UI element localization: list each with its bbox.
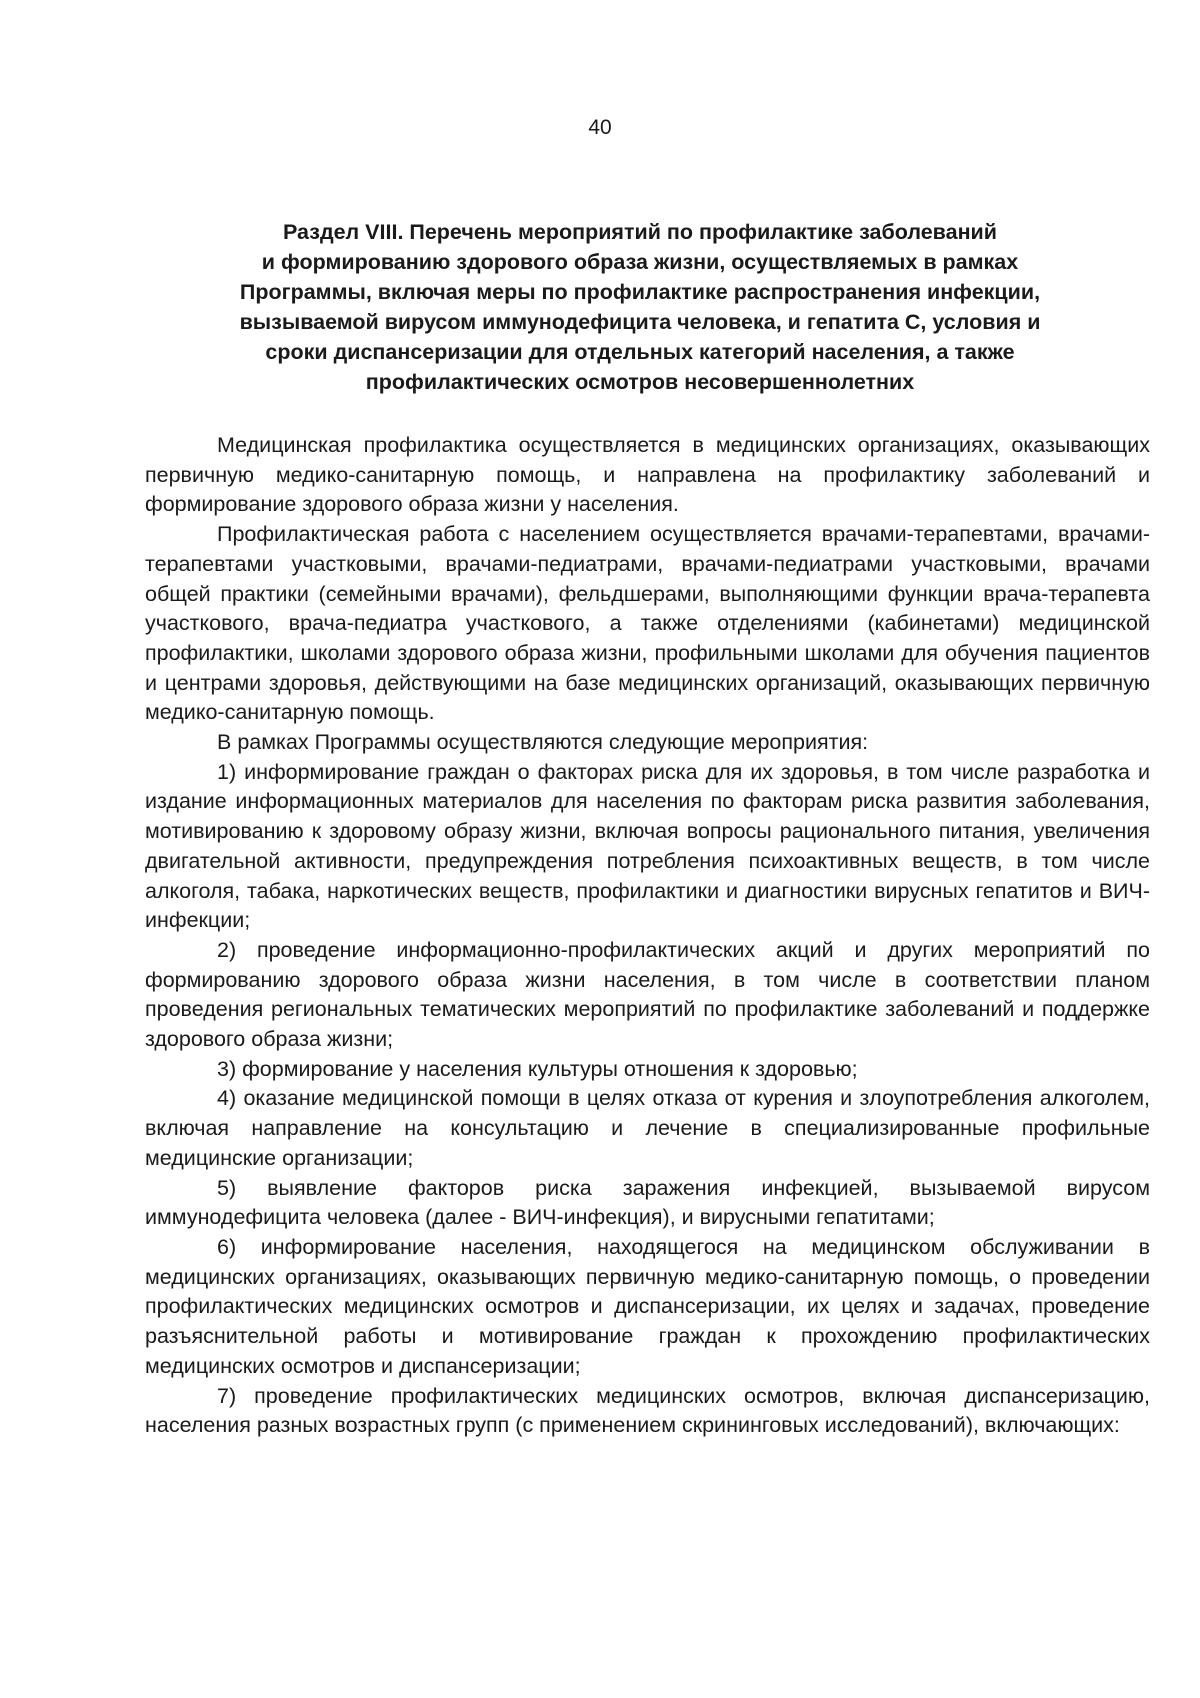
- heading-line: Раздел VIII. Перечень мероприятий по профилактике заболеваний: [282, 220, 997, 244]
- list-item-5: 5) выявление факторов риска заражения инфекцией, вызываемой вирусом иммунодефицита человека (далее - ВИЧ-инфекция), и вирусными гепатитами;: [145, 1175, 1150, 1230]
- document-body: [145, 431, 1150, 1441]
- list-item-2: 2) проведение информационно-профилактических акций и других мероприятий по формированию здорового образа жизни населения, в том числе в соответствии планом проведения региональных тематических мероприятий по профилактике заболеваний и поддержке здорового образа жизни;: [145, 937, 1150, 1052]
- heading-line: Программы, включая меры по профилактике распространения инфекции,: [239, 280, 1041, 304]
- list-item-3: 3) формирование у населения культуры отношения к здоровью;: [217, 1056, 858, 1081]
- page-number: 40: [588, 116, 612, 139]
- section-heading: [145, 217, 1135, 397]
- heading-line: профилактических осмотров несовершеннолетних: [365, 370, 915, 394]
- paragraph-medical-prevention: Медицинская профилактика осуществляется в медицинских организациях, оказывающих первичную медико-санитарную помощь, и направлена на профилактику заболеваний и формирование здорового образа жизни у населения.: [145, 433, 1150, 517]
- list-item-1: 1) информирование граждан о факторах риска для их здоровья, в том числе разработка и издание информационных материалов для населения по факторам риска развития заболевания, мотивированию к здоровому образу жизни, включая вопросы рационального питания, увеличения двигательной активности, предупреждения потребления психоактивных веществ, в том числе алкоголя, табака, наркотических веществ, профилактики и диагностики вирусных гепатитов и ВИЧ-инфекции;: [145, 759, 1150, 933]
- paragraph-measures-intro: В рамках Программы осуществляются следующие мероприятия:: [217, 730, 869, 755]
- heading-line: вызываемой вирусом иммунодефицита человека, и гепатита С, условия и: [239, 310, 1041, 334]
- list-item-7: 7) проведение профилактических медицинских осмотров, включая диспансеризацию, населения разных возрастных групп (с применением скрининговых исследований), включающих:: [145, 1383, 1150, 1438]
- list-item-4: 4) оказание медицинской помощи в целях отказа от курения и злоупотребления алкоголем, включая направление на консультацию и лечение в специализированные профильные медицинские организации;: [145, 1086, 1150, 1170]
- list-item-6: 6) информирование населения, находящегося на медицинском обслуживании в медицинских организациях, оказывающих первичную медико-санитарную помощь, о проведении профилактических медицинских осмотров и диспансеризации, их целях и задачах, проведение разъяснительной работы и мотивирование граждан к прохождению профилактических медицинских осмотров и диспансеризации;: [145, 1234, 1150, 1378]
- paragraph-preventive-work: Профилактическая работа с населением осуществляется врачами-терапевтами, врачами-терапевтами участковыми, врачами-педиатрами, врачами-педиатрами участковыми, врачами общей практики (семейными врачами), фельдшерами, выполняющими функции врача-терапевта участкового, врача-педиатра участкового, а также отделениями (кабинетами) медицинской профилактики, школами здорового образа жизни, профильными школами для обучения пациентов и центрами здоровья, действующими на базе медицинских организаций, оказывающих первичную медико-санитарную помощь.: [145, 522, 1150, 725]
- heading-line: и формированию здорового образа жизни, осуществляемых в рамках: [261, 250, 1019, 274]
- heading-line: сроки диспансеризации для отдельных категорий населения, а также: [265, 340, 1015, 364]
